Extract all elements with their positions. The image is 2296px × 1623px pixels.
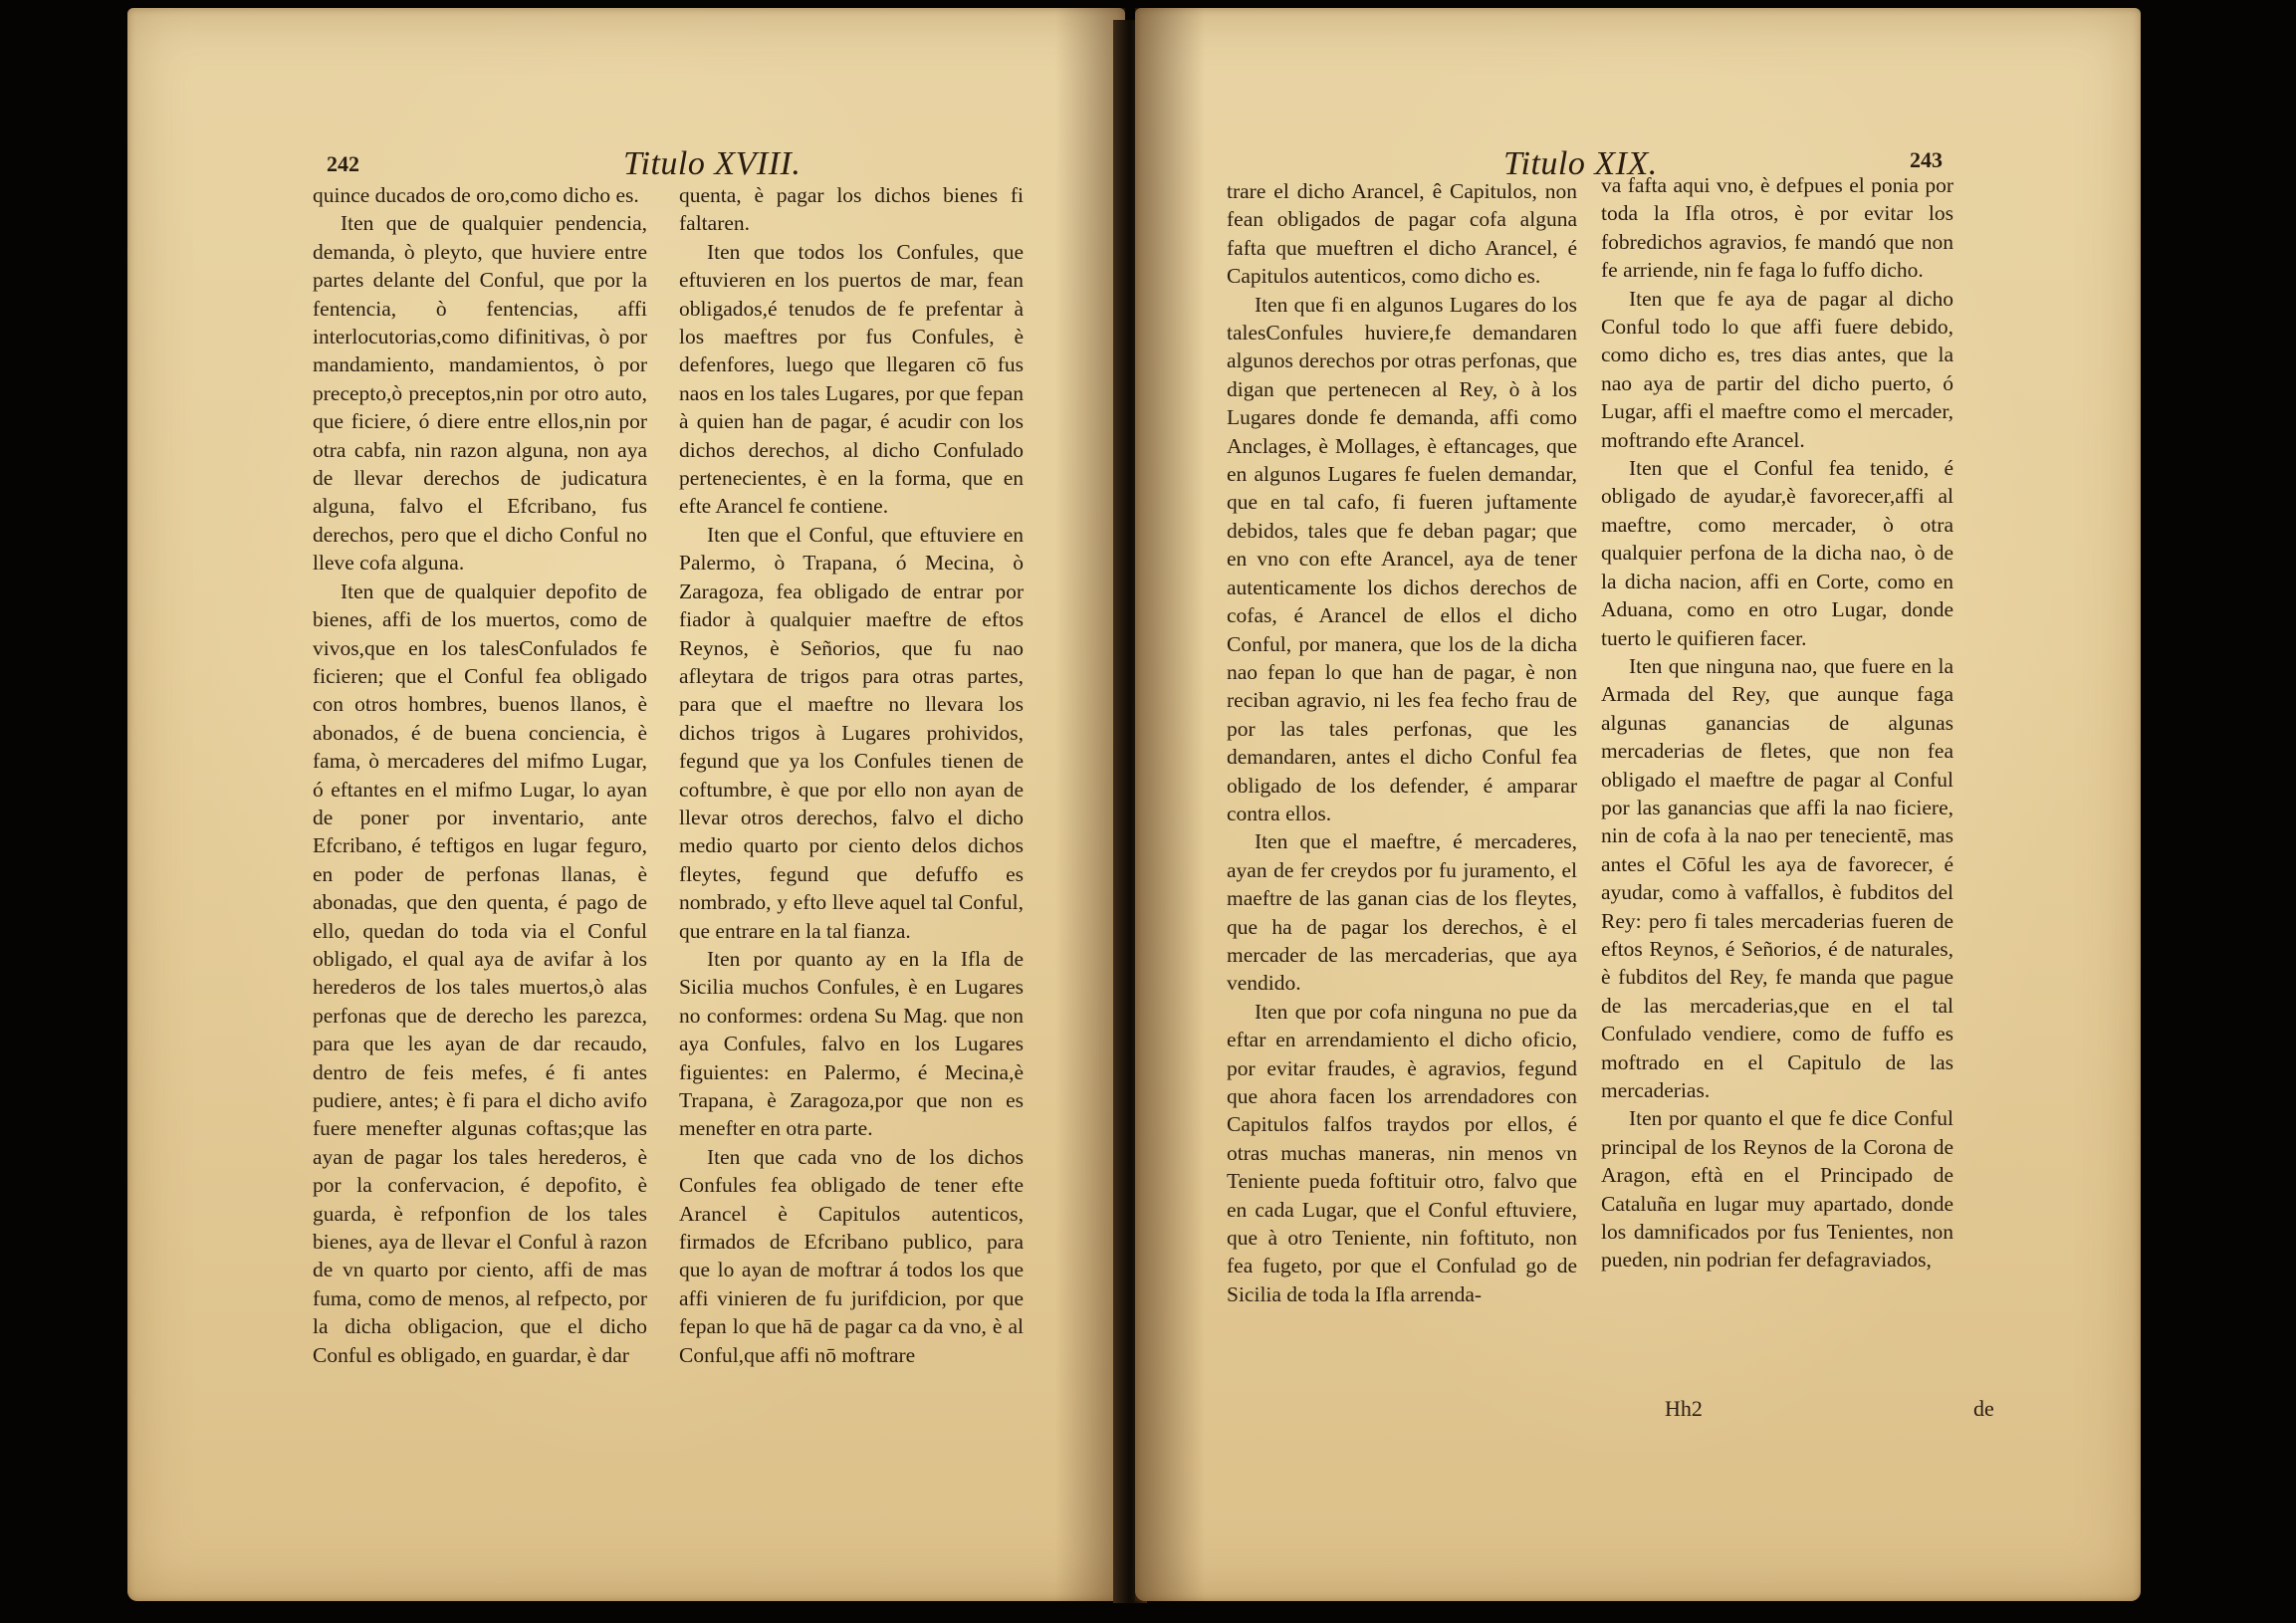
signature-mark: Hh2 [1665, 1396, 1703, 1421]
left-header [127, 145, 1125, 185]
right-column-1 [1227, 177, 1577, 1308]
paragraph: Iten que el maeftre, é mercaderes, ayan de fer creydos por fu juramento, el maeftre de las ganan cias de los fleytes, que ha de pagar los derechos, è el mercader de las mercaderias, que aya vendido. [1227, 829, 1577, 996]
paragraph: Iten que fi en algunos Lugares do los talesConfules huviere,fe demandaren algunos derechos por otras perfonas, que digan que pertenecen al Rey, ò à los Lugares donde fe demanda, affi como Anclages, è Mollages, è eftancages, que en algunos Lugares fe fuelen demandar, que en tal cafo, fi fueren juftamente debidos, tales que fe deban pagar; que en vno con efte Arancel, aya de tener autenticamente los dichos derechos de cofas, é Arancel de ellos el dicho Conful, por manera, que los de la dicha nao fepan lo que han de pagar, è non reciban agravio, ni les fea fecho frau de por las tales perfonas, que les demandaren, antes el dicho Conful fea obligado de los defender, é amparar contra ellos. [1227, 292, 1577, 825]
paragraph: Iten que por cofa ninguna no pue da eftar en arrendamiento el dicho oficio, por evitar fraudes, è agravios, fegund que ahora facen los arrendadores con Capitulos falfos traydos por ellos, é otras muchas maneras, nin menos vn Teniente pueda foftituir otro, falvo que en cada Lugar, que el Conful eftuviere, que à otro Teniente, nin foftituto, non fea fugeto, por que el Confulad go de Sicilia de toda la Ifla arrenda- [1227, 999, 1577, 1306]
paragraph: quenta, è pagar los dichos bienes fi faltaren. [679, 183, 1024, 236]
catchword: de [1973, 1396, 1994, 1421]
paragraph: Iten que cada vno de los dichos Confules fea obligado de tener efte Arancel è Capitulos autenticos, firmados de Efcribano publico, para que lo ayan de moftrar á todos los que affi vinieren de fu jurifdicion, por que fepan lo que hā de pagar ca da vno, è al Conful,que affi nō moftrare [679, 1144, 1024, 1367]
paragraph: trare el dicho Arancel, ê Capitulos, non fean obligados de pagar cofa alguna fafta que mueftren el dicho Arancel, é Capitulos autenticos, como dicho es. [1227, 179, 1577, 289]
left-page-number: 242 [327, 151, 359, 176]
left-page [127, 8, 1125, 1601]
paragraph: Iten que el Conful fea tenido, é obligado de ayudar,è favorecer,affi al maeftre, como mercader, ò otra qualquier perfona de la dicha nao, ò de la dicha nacion, affi en Corte, como en Aduana, como en otro Lugar, donde tuerto le quifieren facer. [1601, 456, 1953, 650]
paragraph: Iten que fe aya de pagar al dicho Conful todo lo que affi fuere debido, como dicho es, tres dias antes, que la nao aya de partir del dicho puerto, ó Lugar, affi el maeftre como el mercader, moftrando efte Arancel. [1601, 286, 1953, 452]
paragraph: Iten que de qualquier pendencia, demanda, ò pleyto, que huviere entre partes delante del Conful, que por la fentencia, ò fentencias, affi interlocutorias,como difinitivas, ò por mandamiento, mandamientos, ò por precepto,ò preceptos,nin por otro auto, que ficiere, ó diere entre ellos,nin por otra cabfa, nin razon alguna, non aya de llevar derechos de judicatura alguna, falvo el Efcribano, fus derechos, pero que el dicho Conful no lleve cofa alguna. [313, 211, 647, 576]
paragraph: Iten que el Conful, que eftuviere en Palermo, ò Trapana, ó Mecina, ò Zaragoza, fea obligado de entrar por fiador à qualquier maeftre de eftos Reynos, è Señorios, que fu nao afleytara de trigos para otras partes, para que el maeftre no llevara los dichos trigos à Lugares prohividos, fegund que ya los Confules tienen de coftumbre, è que por ello non ayan de llevar otros derechos, falvo el dicho medio quarto por ciento delos dichos fleytes, fegund que defuffo es nombrado, y efto lleve aquel tal Conful, que entrare en la tal fianza. [679, 522, 1024, 943]
paragraph: Iten por quanto ay en la Ifla de Sicilia muchos Confules, è en Lugares no conformes: ordena Su Mag. que non aya Confules, falvo en los Lugares figuientes: en Palermo, é Mecina,è Trapana, è Zaragoza,por que non es menefter en otra parte. [679, 946, 1024, 1141]
paragraph: Iten que de qualquier depofito de bienes, affi de los muertos, como de vivos,que en los talesConfulados fe ficieren; que el Conful fea obligado con otros hombres, buenos llanos, è abonados, é de buena conciencia, è fama, ò mercaderes del mifmo Lugar, ó eftantes en el mifmo Lugar, lo ayan de poner por inventario, ante Efcribano, é teftigos en lugar feguro, en poder de perfonas llanas, è abonadas, que den quenta, é pago de ello, quedan do toda via el Conful obligado, el qual aya de avifar à los herederos de los tales muertos,ò alas perfonas que de derecho les parezca, para que les ayan de dar recaudo, dentro de feis mefes, é fi antes pudiere, antes; è fi para el dicho avifo fuere menefter algunas coftas;que las ayan de pagar los tales herederos, è por la confervacion, é depofito, è guarda, è refponfion de los tales bienes, aya de llevar el Conful à razon de vn quarto por ciento, affi de mas fuma, como de menos, al refpecto, por la dicha obligacion, que el dicho Conful es obligado, en guardar, è dar [313, 579, 647, 1367]
left-column-2 [679, 181, 1024, 1369]
left-column-1 [313, 181, 647, 1369]
paragraph: Iten por quanto el que fe dice Conful principal de los Reynos de la Corona de Aragon, eftà en el Principado de Cataluña en lugar muy apartado, donde los damnificados por fus Tenientes, non pueden, nin podrian fer defagraviados, [1601, 1106, 1953, 1273]
paragraph: Iten que todos los Confules, que eftuvieren en los puertos de mar, fean obligados,é tenudos de fe prefentar à los maeftres por fus Confules, è defenfores, luego que llegaren cō fus naos en los tales Lugares, por que fepan à quien han de pagar, é acudir con los dichos derechos, al dicho Confulado pertenecientes, è en la forma, que en efte Arancel fe contiene. [679, 239, 1024, 519]
right-running-title: Titulo XIX. [1503, 145, 1658, 182]
right-column-2 [1601, 171, 1953, 1275]
right-page-number: 243 [1910, 147, 1943, 172]
paragraph: va fafta aqui vno, è defpues el ponia por toda la Ifla otros, è por evitar los fobredichos agravios, fe mandó que non fe arriende, nin fe faga lo fuffo dicho. [1601, 173, 1953, 283]
paragraph: Iten que ninguna nao, que fuere en la Armada del Rey, que aunque faga algunas ganancias de algunas mercaderias de fletes, que non fea obligado el maeftre de pagar al Conful por las ganancias que affi la nao ficiere, nin de cofa à la nao per tenecientē, mas antes el Cōful les aya de favorecer, é ayudar, como à vaffallos, è fubditos del Rey: pero fi tales mercaderias fueren de eftos Reynos, é Señorios, é de naturales, è fubditos del Rey, fe manda que pague de las mercaderias,que en el tal Confulado vendiere, como de fuffo es moftrado en el Capitulo de las mercaderias. [1601, 653, 1953, 1102]
paragraph: quince ducados de oro,como dicho es. [313, 183, 639, 207]
right-page [1135, 8, 2141, 1601]
left-running-title: Titulo XVIII. [623, 145, 802, 182]
